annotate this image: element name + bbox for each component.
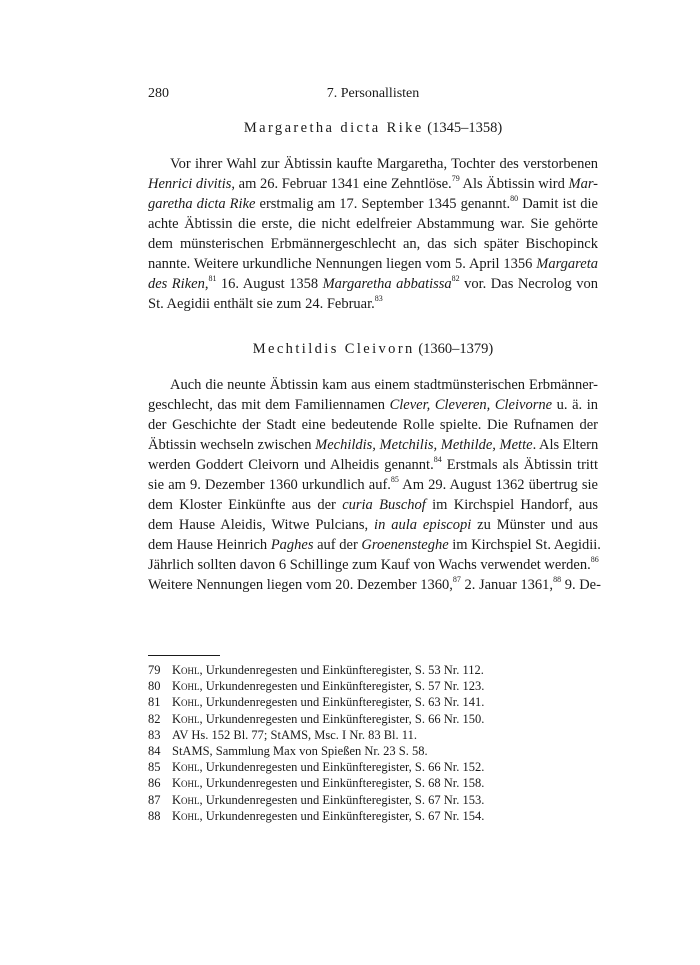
italic-text: curia Buschof	[342, 497, 426, 513]
running-head: 7. Personallisten	[326, 86, 420, 101]
text-line	[148, 154, 598, 174]
text-segment: dem Kloster Einkünfte aus der	[148, 497, 343, 513]
section-title-mechtildis	[148, 341, 598, 358]
footnote-item	[148, 694, 598, 710]
text-segment: Erstmals als Äbtissin tritt	[441, 457, 598, 473]
footnote-text: , Urkundenregesten und Einkünfteregister, S. 53 Nr. 112.	[199, 663, 484, 677]
text-segment: dem münsterischen Erbmännergeschlecht an, das sich später Bischopinck	[148, 236, 598, 252]
footnote-ref: 88	[553, 575, 562, 585]
italic-text: Henrici divitis	[148, 176, 232, 192]
author-name: Kohl	[172, 808, 200, 823]
author-name: Kohl	[172, 679, 200, 694]
text-line	[148, 475, 598, 495]
text-line	[148, 254, 598, 274]
section-title-years: (1345–1358)	[427, 120, 503, 136]
text-segment: geschlecht, das mit dem Familiennamen	[148, 397, 390, 413]
footnote-number: 80	[148, 679, 161, 694]
footnote-item	[148, 759, 598, 775]
text-segment: St. Aegidii enthält sie zum 24. Februar.	[148, 296, 375, 312]
text-line	[148, 274, 598, 294]
text-segment: nannte. Weitere urkundliche Nennungen liegen vom 5. April 1356	[148, 256, 537, 272]
footnote-item	[148, 743, 598, 759]
section-title-name: Margaretha dicta Rike	[243, 120, 424, 136]
author-name: Kohl	[172, 776, 200, 791]
page-header	[148, 86, 598, 106]
text-segment: 16. August 1358	[216, 276, 323, 292]
italic-text: Paghes	[270, 537, 314, 553]
text-line	[148, 375, 598, 395]
footnote-text: StAMS, Sammlung Max von Spießen Nr. 23 S. 58.	[172, 743, 428, 758]
footnote-text: , Urkundenregesten und Einkünfteregister, S. 68 Nr. 158.	[199, 776, 485, 791]
footnote-ref: 86	[590, 555, 599, 565]
footnote-text: , Urkundenregesten und Einkünfteregister, S. 66 Nr. 152.	[199, 760, 485, 775]
text-line	[148, 415, 598, 435]
page-number: 280	[148, 86, 169, 101]
text-line	[148, 174, 598, 194]
section-title-name: Mechtildis Cleivorn	[252, 341, 415, 357]
text-segment: sie am 9. Dezember 1360 urkundlich auf.	[148, 477, 391, 493]
text-line	[148, 214, 598, 234]
footnote-text: , Urkundenregesten und Einkünfteregister, S. 67 Nr. 154.	[199, 808, 485, 823]
text-segment: Äbtissin wechseln zwischen	[148, 437, 316, 453]
text-segment: erstmalig am 17. September 1345 genannt.	[255, 196, 511, 212]
text-segment: auf der	[313, 537, 362, 553]
footnote-text: , Urkundenregesten und Einkünfteregister, S. 57 Nr. 123.	[199, 679, 485, 694]
italic-text: Margareta	[536, 256, 598, 272]
section-title-years: (1360–1379)	[418, 341, 494, 357]
text-segment: im Kirchspiel St. Aegidii.	[448, 537, 601, 553]
footnote-number: 84	[148, 743, 161, 758]
text-segment: dem Hause Aleidis, Witwe Pulcians,	[148, 517, 375, 533]
footnote-ref: 85	[390, 475, 399, 485]
footnote-item	[148, 662, 598, 678]
text-segment: dem Hause Heinrich	[148, 537, 271, 553]
italic-text: Clever, Cleveren, Cleivorne	[389, 397, 553, 413]
text-segment: zu Münster und aus	[471, 517, 598, 533]
text-segment: . Als Eltern	[532, 437, 599, 453]
text-line	[148, 575, 601, 595]
text-line	[148, 455, 598, 475]
text-segment: der Geschichte der Stadt eine bedeutende Rolle spielte. Die Rufnamen der	[148, 417, 598, 433]
footnote-divider	[148, 655, 220, 656]
italic-text: Mar-	[568, 176, 598, 192]
text-segment: Weitere Nennungen liegen vom 20. Dezember 1360,	[148, 577, 453, 593]
section-body-margaretha	[148, 154, 598, 314]
text-line	[148, 194, 598, 214]
italic-text: Margaretha abbatissa	[322, 276, 452, 292]
footnote-item	[148, 678, 598, 694]
text-line	[148, 234, 598, 254]
footnote-item	[148, 792, 598, 808]
footnote-text: , Urkundenregesten und Einkünfteregister, S. 63 Nr. 141.	[199, 695, 485, 710]
footnote-number: 83	[148, 727, 161, 742]
footnote-number: 87	[148, 792, 161, 807]
text-segment: achte Äbtissin die erste, die nicht edelfreier Abstammung war. Sie gehörte	[148, 216, 598, 232]
text-segment: 9. De-	[561, 577, 601, 593]
text-segment: vor. Das Necrolog von	[459, 276, 598, 292]
footnote-item	[148, 775, 598, 791]
footnote-number: 86	[148, 776, 161, 791]
footnote-number: 88	[148, 808, 161, 823]
italic-text: Mechildis, Metchilis, Methilde, Mette	[315, 437, 533, 453]
footnote-text: , Urkundenregesten und Einkünfteregister, S. 66 Nr. 150.	[199, 711, 485, 726]
text-segment: Jährlich sollten davon 6 Schillinge zum Kauf von Wachs verwendet werden.	[148, 557, 591, 573]
text-line	[148, 535, 601, 555]
text-segment: ,	[204, 276, 209, 292]
footnotes	[148, 662, 598, 824]
footnote-ref: 84	[433, 455, 442, 465]
footnote-number: 85	[148, 760, 161, 775]
footnote-ref: 87	[452, 575, 461, 585]
author-name: Kohl	[172, 792, 200, 807]
footnote-ref: 83	[374, 294, 383, 304]
footnote-number: 79	[148, 663, 161, 677]
text-line	[148, 495, 598, 515]
footnote-ref: 79	[451, 174, 460, 184]
footnote-ref: 82	[451, 274, 460, 284]
author-name: Kohl	[172, 711, 200, 726]
section-body-mechtildis	[148, 375, 601, 595]
text-line	[148, 515, 598, 535]
text-segment: Damit ist die	[518, 196, 598, 212]
text-segment: Am 29. August 1362 übertrug sie	[398, 477, 598, 493]
footnote-number: 81	[148, 695, 161, 710]
italic-text: garetha dicta Rike	[148, 196, 256, 212]
italic-text: in aula episcopi	[374, 517, 472, 533]
text-segment: Vor ihrer Wahl zur Äbtissin kaufte Margaretha, Tochter des verstorbenen	[170, 156, 598, 172]
text-line	[148, 555, 598, 575]
text-segment: u. ä. in	[552, 397, 598, 413]
text-segment: 2. Januar 1361,	[460, 577, 554, 593]
text-segment: , am 26. Februar 1341 eine Zehntlöse.	[231, 176, 452, 192]
text-segment: Auch die neunte Äbtissin kam aus einem stadtmünsterischen Erbmänner-	[170, 377, 598, 393]
text-line	[148, 294, 598, 314]
footnote-ref: 80	[510, 194, 519, 204]
italic-text: des Riken	[148, 276, 205, 292]
footnote-item	[148, 711, 598, 727]
text-segment: Als Äbtissin wird	[459, 176, 569, 192]
footnote-text: , Urkundenregesten und Einkünfteregister, S. 67 Nr. 153.	[199, 792, 485, 807]
footnote-number: 82	[148, 711, 161, 726]
footnote-ref: 81	[208, 274, 217, 284]
text-segment: im Kirchspiel Handorf, aus	[425, 497, 598, 513]
author-name: Kohl	[172, 663, 200, 677]
footnote-item	[148, 727, 598, 743]
author-name: Kohl	[172, 695, 200, 710]
italic-text: Groenensteghe	[361, 537, 449, 553]
author-name: Kohl	[172, 760, 200, 775]
text-line	[148, 435, 598, 455]
footnote-text: AV Hs. 152 Bl. 77; StAMS, Msc. I Nr. 83 Bl. 11.	[172, 727, 417, 742]
section-title-margaretha	[148, 120, 598, 137]
text-segment: werden Goddert Cleivorn und Alheidis genannt.	[148, 457, 434, 473]
footnote-item	[148, 808, 598, 824]
text-line	[148, 395, 598, 415]
